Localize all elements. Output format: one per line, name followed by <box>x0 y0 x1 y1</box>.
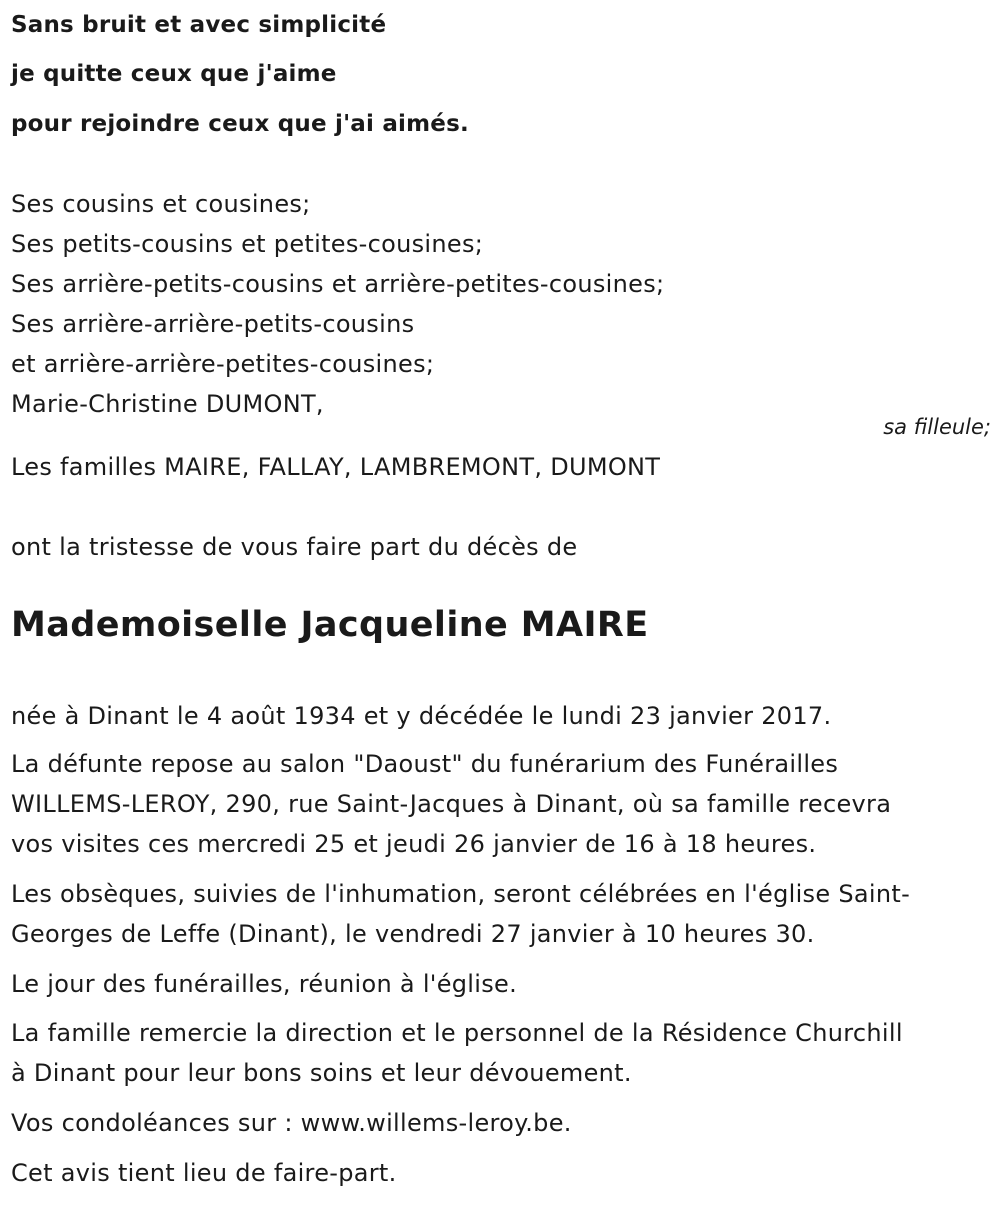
detail-line-2: La défunte repose au salon "Daoust" du funérarium des Funérailles <box>11 750 839 778</box>
detail-line-7: Le jour des funérailles, réunion à l'église. <box>11 970 518 998</box>
detail-line-8: La famille remercie la direction et le personnel de la Résidence Churchill <box>11 1019 903 1047</box>
detail-line-9: à Dinant pour leur bons soins et leur dévouement. <box>11 1059 632 1087</box>
poem-line-1: Sans bruit et avec simplicité <box>11 12 387 38</box>
detail-line-1: née à Dinant le 4 août 1934 et y décédée le lundi 23 janvier 2017. <box>11 702 832 730</box>
detail-line-4: vos visites ces mercredi 25 et jeudi 26 janvier de 16 à 18 heures. <box>11 830 817 858</box>
poem-line-2: je quitte ceux que j'aime <box>11 61 337 87</box>
family-line-5: et arrière-arrière-petites-cousines; <box>11 350 435 378</box>
announcement-line: ont la tristesse de vous faire part du décès de <box>11 533 578 561</box>
family-line-1: Ses cousins et cousines; <box>11 190 311 218</box>
detail-line-5: Les obsèques, suivies de l'inhumation, seront célébrées en l'église Saint- <box>11 880 911 908</box>
condolences-line: Vos condoléances sur : www.willems-leroy.be. <box>11 1109 572 1137</box>
closing-line: Cet avis tient lieu de faire-part. <box>11 1159 397 1187</box>
filleule-note: sa filleule; <box>883 415 991 439</box>
detail-line-6: Georges de Leffe (Dinant), le vendredi 27 janvier à 10 heures 30. <box>11 920 815 948</box>
deceased-name: Mademoiselle Jacqueline MAIRE <box>11 605 649 645</box>
family-line-6: Marie-Christine DUMONT, <box>11 390 324 418</box>
family-line-3: Ses arrière-petits-cousins et arrière-petites-cousines; <box>11 270 665 298</box>
detail-line-3: WILLEMS-LEROY, 290, rue Saint-Jacques à Dinant, où sa famille recevra <box>11 790 892 818</box>
family-line-4: Ses arrière-arrière-petits-cousins <box>11 310 415 338</box>
family-line-2: Ses petits-cousins et petites-cousines; <box>11 230 484 258</box>
families-line: Les familles MAIRE, FALLAY, LAMBREMONT, DUMONT <box>11 453 661 481</box>
poem-line-3: pour rejoindre ceux que j'ai aimés. <box>11 111 469 137</box>
